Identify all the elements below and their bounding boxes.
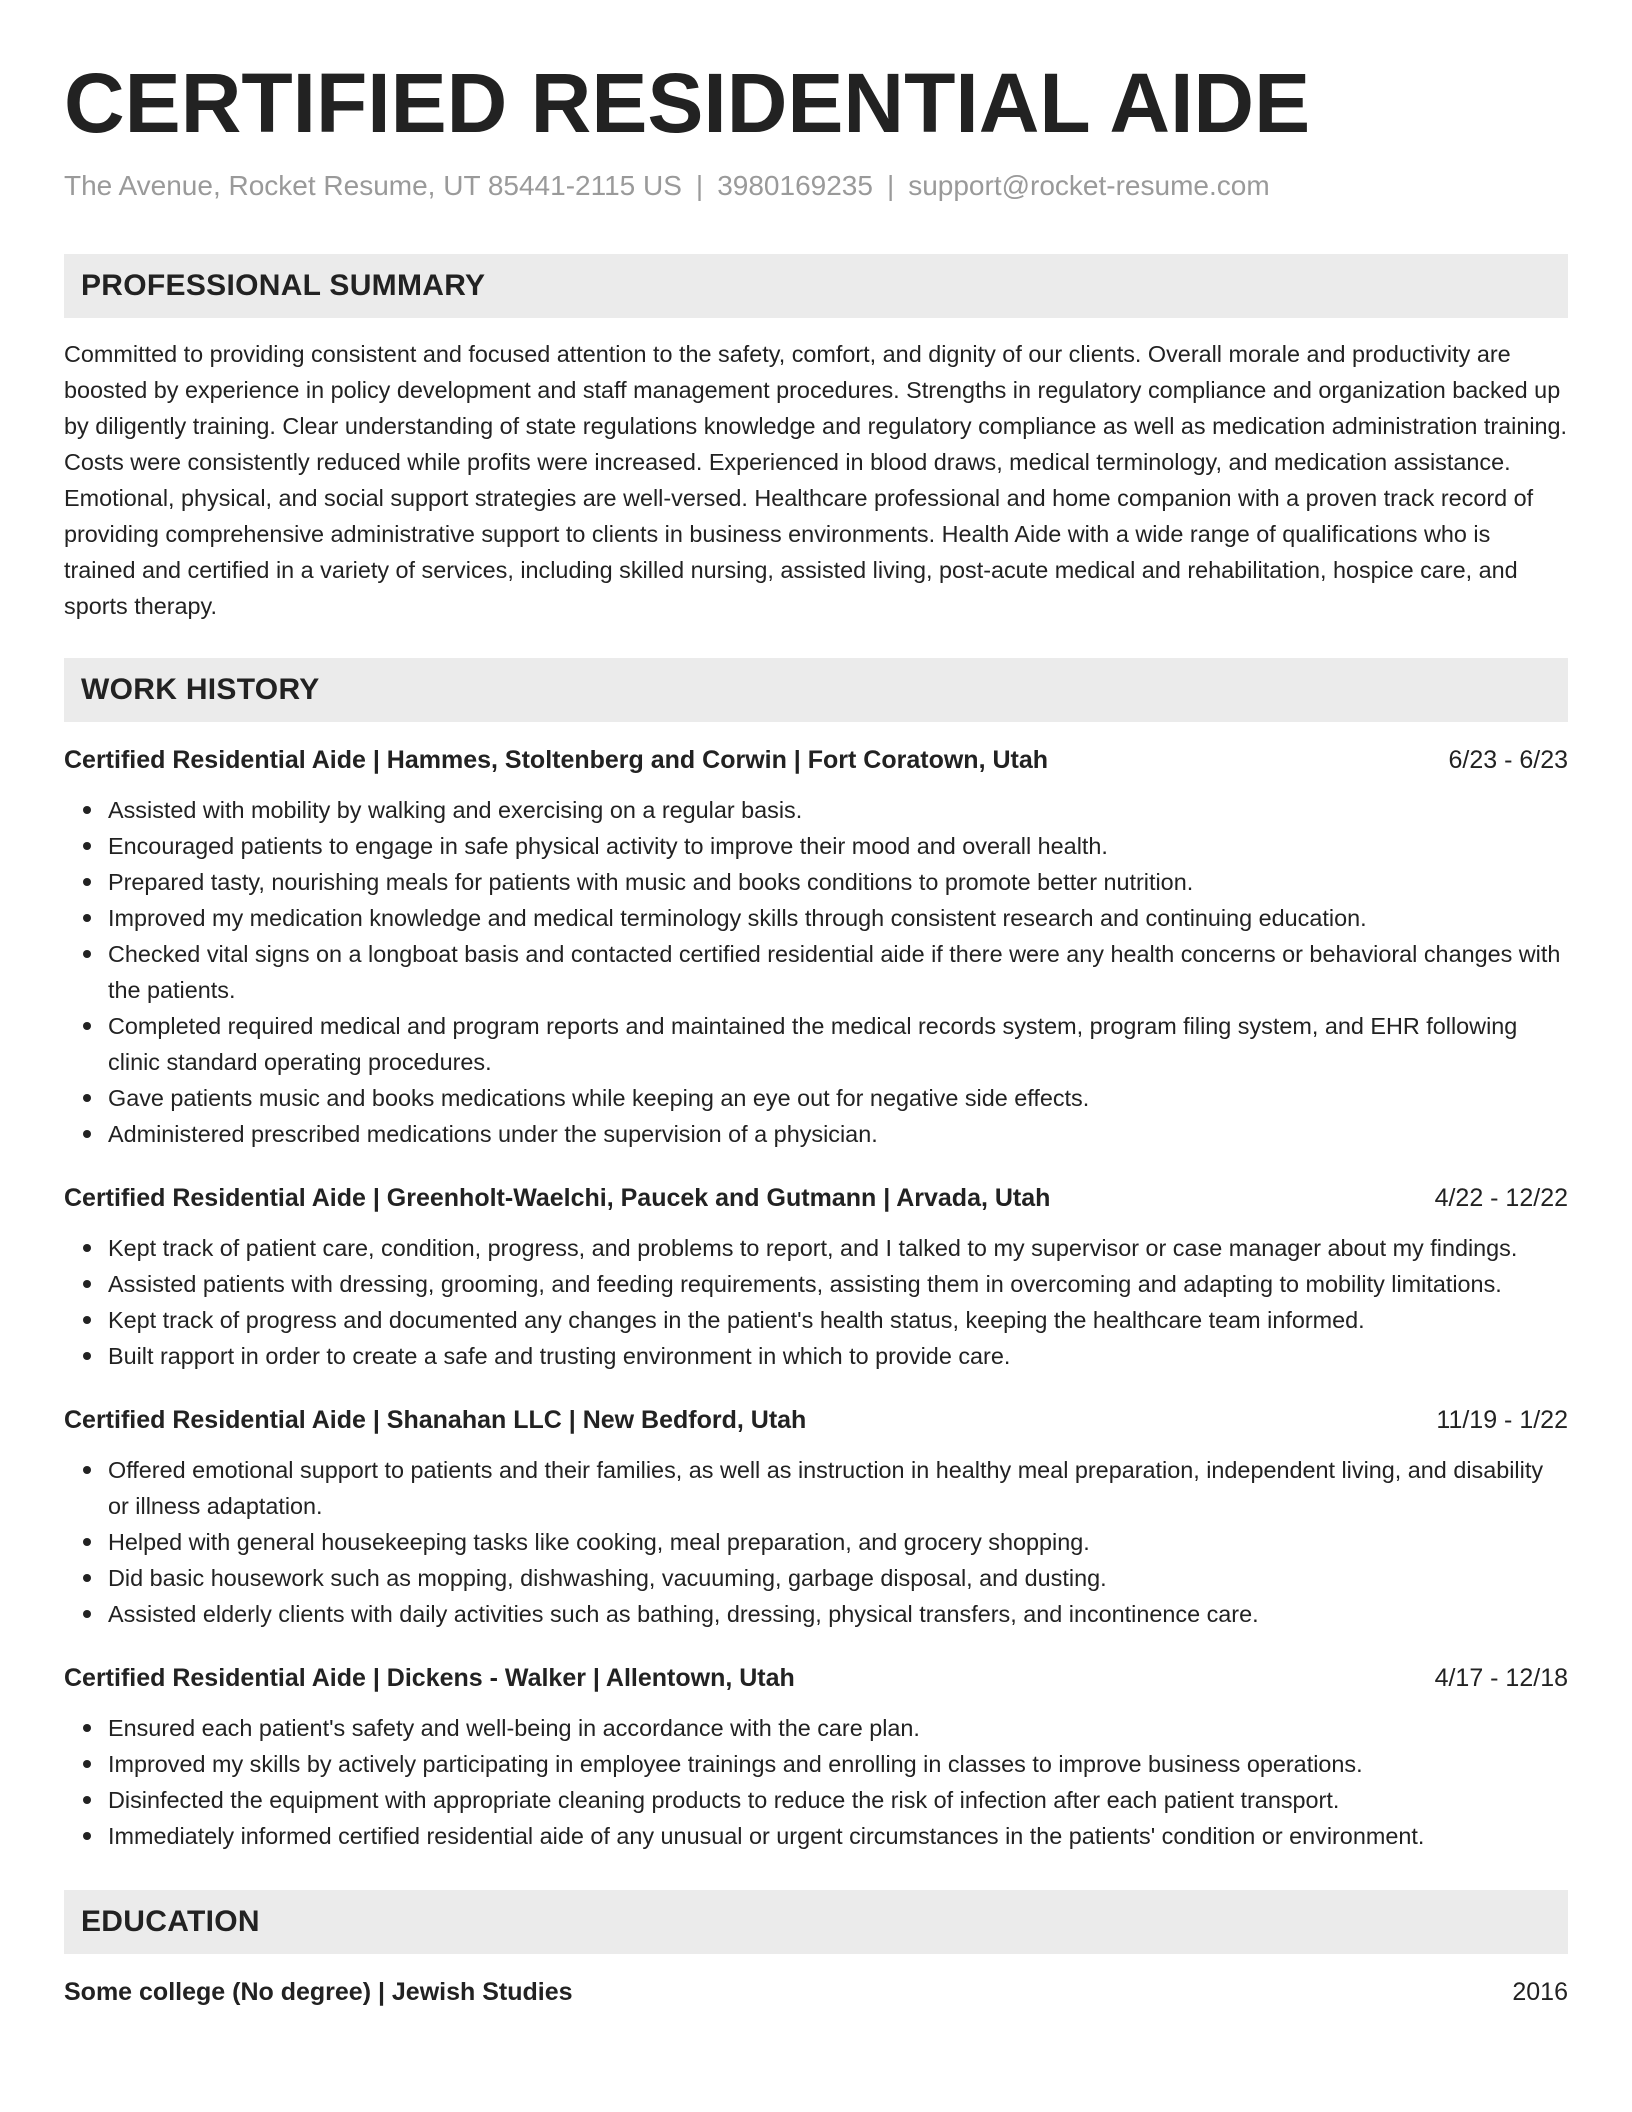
job-bullets xyxy=(64,792,1568,1152)
job-bullet: Helped with general housekeeping tasks like cooking, meal preparation, and grocery shopping. xyxy=(108,1524,1568,1560)
job-dates: 4/22 - 12/22 xyxy=(1434,1184,1568,1212)
job-bullet: Assisted patients with dressing, grooming, and feeding requirements, assisting them in overcoming and adapting to mobility limitations. xyxy=(108,1266,1568,1302)
job-bullet: Prepared tasty, nourishing meals for patients with music and books conditions to promote better nutrition. xyxy=(108,864,1568,900)
contact-address: The Avenue, Rocket Resume, UT 85441-2115 US xyxy=(64,170,682,201)
job-title: Certified Residential Aide | Dickens - Walker | Allentown, Utah xyxy=(64,1664,795,1692)
job-bullet: Built rapport in order to create a safe and trusting environment in which to provide care. xyxy=(108,1338,1568,1374)
job-bullet: Encouraged patients to engage in safe physical activity to improve their mood and overall health. xyxy=(108,828,1568,864)
job-bullets xyxy=(64,1710,1568,1854)
contact-separator: | xyxy=(695,170,704,201)
job-bullet: Gave patients music and books medications while keeping an eye out for negative side effects. xyxy=(108,1080,1568,1116)
job-bullet: Did basic housework such as mopping, dishwashing, vacuuming, garbage disposal, and dusting. xyxy=(108,1560,1568,1596)
job-bullet: Improved my skills by actively participating in employee trainings and enrolling in classes to improve business operations. xyxy=(108,1746,1568,1782)
job-bullets xyxy=(64,1230,1568,1374)
contact-separator: | xyxy=(886,170,895,201)
job-bullet: Checked vital signs on a longboat basis and contacted certified residential aide if there were any health concerns or behavioral changes with the patients. xyxy=(108,936,1568,1008)
job-bullet: Administered prescribed medications under the supervision of a physician. xyxy=(108,1116,1568,1152)
job-bullet: Offered emotional support to patients and their families, as well as instruction in healthy meal preparation, independent living, and disability or illness adaptation. xyxy=(108,1452,1568,1524)
job-bullet: Kept track of progress and documented any changes in the patient's health status, keeping the healthcare team informed. xyxy=(108,1302,1568,1338)
job-entry xyxy=(64,742,1568,1152)
job-bullet: Completed required medical and program reports and maintained the medical records system, program filing system, and EHR following clinic standard operating procedures. xyxy=(108,1008,1568,1080)
education-year: 2016 xyxy=(1512,1978,1568,2006)
job-entry xyxy=(64,1660,1568,1854)
job-header xyxy=(64,1180,1568,1216)
job-dates: 4/17 - 12/18 xyxy=(1434,1664,1568,1692)
job-bullet: Disinfected the equipment with appropriate cleaning products to reduce the risk of infection after each patient transport. xyxy=(108,1782,1568,1818)
job-bullet: Kept track of patient care, condition, progress, and problems to report, and I talked to my supervisor or case manager about my findings. xyxy=(108,1230,1568,1266)
job-header xyxy=(64,1660,1568,1696)
job-bullets xyxy=(64,1452,1568,1632)
section-header-summary: PROFESSIONAL SUMMARY xyxy=(64,254,1568,318)
job-header xyxy=(64,1402,1568,1438)
job-header xyxy=(64,742,1568,778)
resume-name: CERTIFIED RESIDENTIAL AIDE xyxy=(64,56,1311,150)
job-bullet: Assisted with mobility by walking and exercising on a regular basis. xyxy=(108,792,1568,828)
section-header-education: EDUCATION xyxy=(64,1890,1568,1954)
job-title: Certified Residential Aide | Greenholt-Waelchi, Paucek and Gutmann | Arvada, Utah xyxy=(64,1184,1051,1212)
job-bullet: Immediately informed certified residential aide of any unusual or urgent circumstances in the patients' condition or environment. xyxy=(108,1818,1568,1854)
contact-email: support@rocket-resume.com xyxy=(908,170,1270,201)
job-entry xyxy=(64,1180,1568,1374)
job-title: Certified Residential Aide | Hammes, Stoltenberg and Corwin | Fort Coratown, Utah xyxy=(64,746,1049,774)
job-title: Certified Residential Aide | Shanahan LLC | New Bedford, Utah xyxy=(64,1406,807,1434)
job-dates: 11/19 - 1/22 xyxy=(1436,1406,1568,1434)
education-entry xyxy=(64,1974,1568,2010)
education-title: Some college (No degree) | Jewish Studies xyxy=(64,1978,573,2006)
job-bullet: Improved my medication knowledge and medical terminology skills through consistent research and continuing education. xyxy=(108,900,1568,936)
contact-phone: 3980169235 xyxy=(717,170,873,201)
contact-line xyxy=(64,168,1568,204)
summary-text: Committed to providing consistent and focused attention to the safety, comfort, and dignity of our clients. Overall morale and productivity are boosted by experience in policy development and staff management procedures. Strengths in regulatory compliance and organization backed up by diligently training. Clear understanding of state regulations knowledge and regulatory compliance as well as medication administration training. Costs were consistently reduced while profits were increased. Experienced in blood draws, medical terminology, and medication assistance. Emotional, physical, and social support strategies are well-versed. Healthcare professional and home companion with a proven track record of providing comprehensive administrative support to clients in business environments. Health Aide with a wide range of qualifications who is trained and certified in a variety of services, including skilled nursing, assisted living, post-acute medical and rehabilitation, hospice care, and sports therapy. xyxy=(64,341,1568,619)
job-bullet: Ensured each patient's safety and well-being in accordance with the care plan. xyxy=(108,1710,1568,1746)
section-header-work-history: WORK HISTORY xyxy=(64,658,1568,722)
job-entry xyxy=(64,1402,1568,1632)
job-dates: 6/23 - 6/23 xyxy=(1448,746,1568,774)
job-bullet: Assisted elderly clients with daily activities such as bathing, dressing, physical transfers, and incontinence care. xyxy=(108,1596,1568,1632)
